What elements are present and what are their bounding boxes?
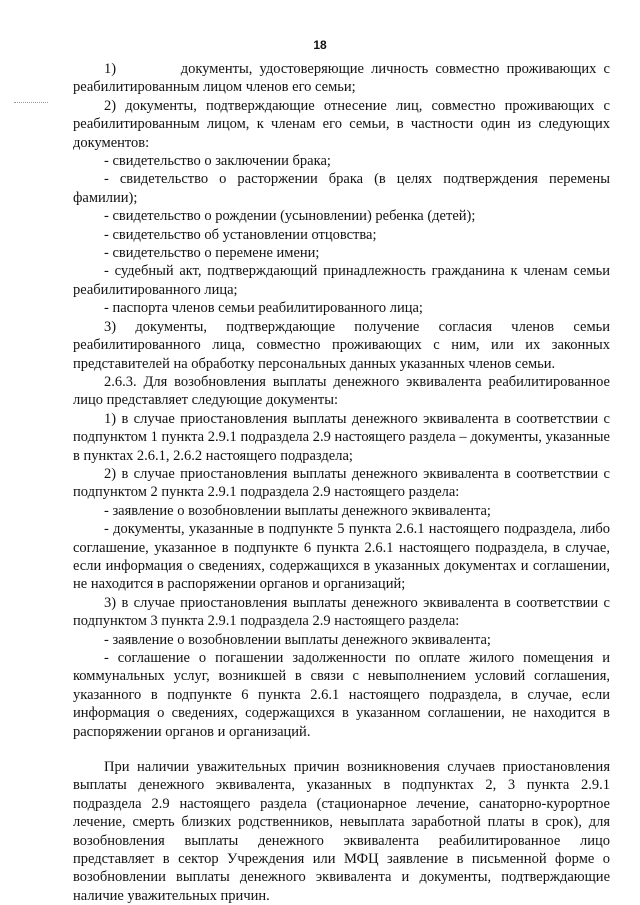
page-number: 18 <box>313 38 327 52</box>
list-item-marriage-certificate: - свидетельство о заключении брака; <box>104 153 331 170</box>
case-2-documents-item: - документы, указанные в подпункте 5 пункта 2.6.1 настоящего подраздела, либо соглашение, указанное в подпункте 6 пункта 2.6.1 настоящего подраздела, в случае, если информация о сведениях, содержащихся в указанных документах и соглашении, не находится в распоряжении органов и организаций; <box>73 521 610 593</box>
paragraph-1-identity-documents: 1) документы, удостоверяющие личность совместно проживающих с реабилитированным лицом членов его семьи; <box>73 61 610 96</box>
list-item-court-act: - судебный акт, подтверждающий принадлежность гражданина к членам семьи реабилитированного лица; <box>73 263 610 298</box>
paragraph-2-kinship-documents: 2) документы, подтверждающие отнесение лиц, совместно проживающих с реабилитированным лицом, к членам его семьи, в частности один из следующих документов: <box>73 97 610 151</box>
resumption-case-3: 3) в случае приостановления выплаты денежного эквивалента в соответствии с подпунктом 3 пункта 2.9.1 подраздела 2.9 настоящего раздела: <box>73 594 610 630</box>
section-2-6-3-heading: 2.6.3. Для возобновления выплаты денежного эквивалента реабилитированное лицо представляет следующие документы: <box>73 373 610 409</box>
list-item-name-change-certificate: - свидетельство о перемене имени; <box>104 245 320 262</box>
resumption-case-1: 1) в случае приостановления выплаты денежного эквивалента в соответствии с подпунктом 1 пункта 2.9.1 подраздела 2.9 настоящего раздела – документы, указанные в пунктах 2.6.1, 2.6.2 настоящего подраздела; <box>73 410 610 464</box>
list-item-divorce-certificate: - свидетельство о расторжении брака (в целях подтверждения перемены фамилии); <box>73 171 610 206</box>
resumption-case-2: 2) в случае приостановления выплаты денежного эквивалента в соответствии с подпунктом 2 пункта 2.9.1 подраздела 2.9 настоящего раздела: <box>73 465 610 501</box>
case-2-application-item: - заявление о возобновлении выплаты денежного эквивалента; <box>104 502 491 519</box>
list-item-family-passports: - паспорта членов семьи реабилитированного лица; <box>104 300 423 317</box>
list-item-birth-certificate: - свидетельство о рождении (усыновлении) ребенка (детей); <box>104 208 476 225</box>
case-3-debt-agreement-item: - соглашение о погашении задолженности по оплате жилого помещения и коммунальных услуг, возникшей в связи с невыполнением условий соглашения, указанного в подпункте 6 пункта 2.6.1 настоящего подраздела, в случае, если информация о сведениях, содержащихся в указанном соглашении, не находится в распоряжении органов и организаций. <box>73 650 610 740</box>
paragraph-3-consent-documents: 3) документы, подтверждающие получение согласия членов семьи реабилитированного лица, совместно проживающих с ним, или их законных представителей на обработку персональных данных указанных членов семьи. <box>73 318 610 372</box>
document-body <box>73 60 610 905</box>
scan-artifact-mark <box>14 102 48 103</box>
list-item-paternity-certificate: - свидетельство об установлении отцовства; <box>104 226 377 243</box>
valid-reasons-paragraph: При наличии уважительных причин возникновения случаев приостановления выплаты денежного эквивалента, указанных в подпунктах 2, 3 пункта 2.9.1 подраздела 2.9 настоящего раздела (стационарное лечение, санаторно-курортное лечение, смерть близких родственников, невыплата заработной платы в срок), для возобновления выплаты денежного эквивалента реабилитированное лицо представляет в сектор Учреждения или МФЦ заявление в письменной форме о возобновлении выплаты денежного эквивалента и документы, подтверждающие наличие уважительных причин. <box>73 759 610 904</box>
case-3-application-item: - заявление о возобновлении выплаты денежного эквивалента; <box>104 631 491 648</box>
